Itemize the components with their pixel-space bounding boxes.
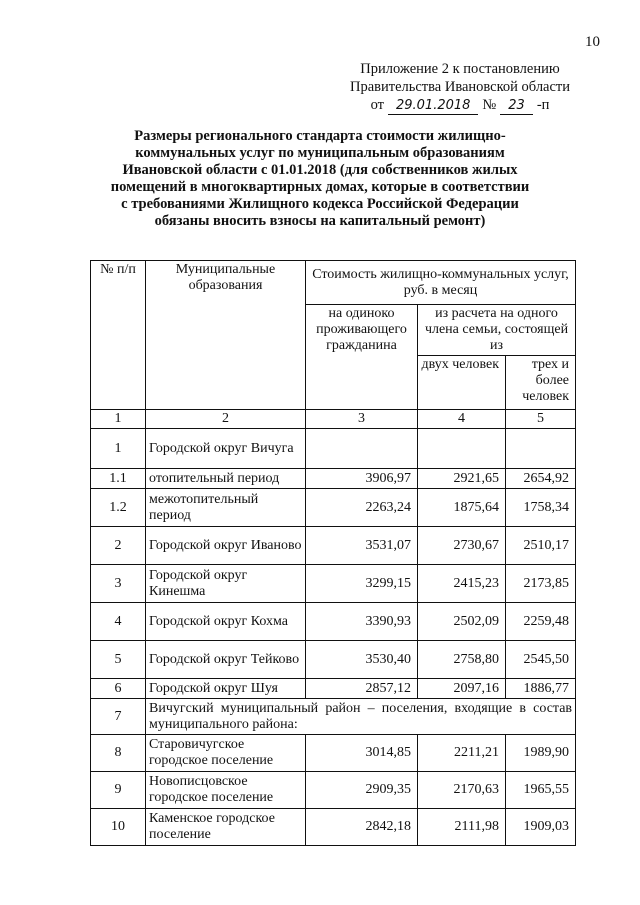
decree-number: 23: [500, 98, 533, 115]
cost-three: 2510,17: [506, 527, 576, 565]
cost-three: 1886,77: [506, 679, 576, 699]
municipality-name: Городской округ Шуя: [146, 679, 306, 699]
cost-three: 1965,55: [506, 772, 576, 809]
header-num: № п/п: [91, 261, 146, 410]
cost-three: 2654,92: [506, 469, 576, 489]
municipality-name: Городской округ Вичуга: [146, 429, 306, 469]
header-three: трех и более человек: [506, 356, 576, 410]
table-row: [91, 527, 576, 565]
header-cost: Стоимость жилищно-коммунальных услуг, руб. в месяц: [306, 261, 576, 305]
cost-two: 2921,65: [418, 469, 506, 489]
row-number: 7: [91, 699, 146, 735]
number-suffix: -п: [536, 97, 550, 113]
cost-two: 2415,23: [418, 565, 506, 603]
appendix-line-2: Правительства Ивановской области: [349, 79, 571, 95]
row-number: 4: [91, 603, 146, 641]
row-number: 5: [91, 641, 146, 679]
cost-two: 2097,16: [418, 679, 506, 699]
table-row: [91, 735, 576, 772]
row-number: 6: [91, 679, 146, 699]
row-number: 1.1: [91, 469, 146, 489]
cost-two: 2211,21: [418, 735, 506, 772]
cost-two: 1875,64: [418, 489, 506, 527]
col-number: 5: [506, 410, 576, 429]
cost-single: 2263,24: [306, 489, 418, 527]
cost-single: 3299,15: [306, 565, 418, 603]
cost-single: 3014,85: [306, 735, 418, 772]
cost-two: 2502,09: [418, 603, 506, 641]
municipality-name: Старовичугское городское поселение: [146, 735, 306, 772]
row-number: 9: [91, 772, 146, 809]
table-row: [91, 772, 576, 809]
header-two: двух человек: [418, 356, 506, 410]
from-label: от: [370, 97, 384, 113]
row-number: 2: [91, 527, 146, 565]
col-number: 4: [418, 410, 506, 429]
cost-three: 2545,50: [506, 641, 576, 679]
column-number-row: [91, 410, 576, 429]
row-number: 3: [91, 565, 146, 603]
table-row: [91, 489, 576, 527]
appendix-line-1: Приложение 2 к постановлению: [360, 61, 560, 77]
municipality-name: Городской округ Тейково: [146, 641, 306, 679]
municipality-name: межотопительный период: [146, 489, 306, 527]
cost-single: 3530,40: [306, 641, 418, 679]
cost-two: 2111,98: [418, 809, 506, 846]
cost-three: 1758,34: [506, 489, 576, 527]
section-row: [91, 699, 576, 735]
municipality-name: Новописцовское городское поселение: [146, 772, 306, 809]
municipality-name: Каменское городское поселение: [146, 809, 306, 846]
header-single: на одиноко проживающего гражданина: [306, 305, 418, 410]
row-number: 1: [91, 429, 146, 469]
appendix-line-3: [330, 96, 590, 115]
cost-two: 2170,63: [418, 772, 506, 809]
cost-three: 2259,48: [506, 603, 576, 641]
cost-single: 2909,35: [306, 772, 418, 809]
cost-single: 3390,93: [306, 603, 418, 641]
cost-table: [90, 260, 576, 846]
cost-two: 2730,67: [418, 527, 506, 565]
section-title: Вичугский муниципальный район – поселения, входящие в состав муниципального района:: [146, 699, 576, 735]
table-row: [91, 679, 576, 699]
cost-single: 3531,07: [306, 527, 418, 565]
decree-date: 29.01.2018: [388, 98, 478, 115]
appendix-block: [330, 60, 590, 115]
number-label: №: [482, 97, 497, 113]
document-title: Размеры регионального стандарта стоимости жилищно-коммунальных услуг по муниципальным образованиям Ивановской области с 01.01.2018 (для собственников жилых помещений в многоквартирных домах, которые в соответствии с требованиями Жилищного кодекса Российской Федерации обязаны вносить взносы на капитальный ремонт): [110, 128, 530, 229]
row-number: 10: [91, 809, 146, 846]
municipality-name: Городской округ Кинешма: [146, 565, 306, 603]
table-row: [91, 809, 576, 846]
cost-three: 1909,03: [506, 809, 576, 846]
municipality-name: Городской округ Иваново: [146, 527, 306, 565]
cost-single: 2857,12: [306, 679, 418, 699]
table-row: [91, 469, 576, 489]
table-row: [91, 565, 576, 603]
table-row: [91, 641, 576, 679]
municipality-name: отопительный период: [146, 469, 306, 489]
header-municipality: Муниципальные образования: [146, 261, 306, 410]
cost-three: [506, 429, 576, 469]
cost-three: 2173,85: [506, 565, 576, 603]
table-row: [91, 603, 576, 641]
row-number: 8: [91, 735, 146, 772]
cost-single: 2842,18: [306, 809, 418, 846]
col-number: 3: [306, 410, 418, 429]
cost-two: 2758,80: [418, 641, 506, 679]
header-row: [91, 261, 576, 305]
municipality-name: Городской округ Кохма: [146, 603, 306, 641]
page-number: 10: [585, 34, 600, 50]
cost-single: [306, 429, 418, 469]
header-family: из расчета на одного члена семьи, состоящей из: [418, 305, 576, 356]
col-number: 2: [146, 410, 306, 429]
cost-two: [418, 429, 506, 469]
cost-three: 1989,90: [506, 735, 576, 772]
table-row: [91, 429, 576, 469]
cost-single: 3906,97: [306, 469, 418, 489]
col-number: 1: [91, 410, 146, 429]
row-number: 1.2: [91, 489, 146, 527]
